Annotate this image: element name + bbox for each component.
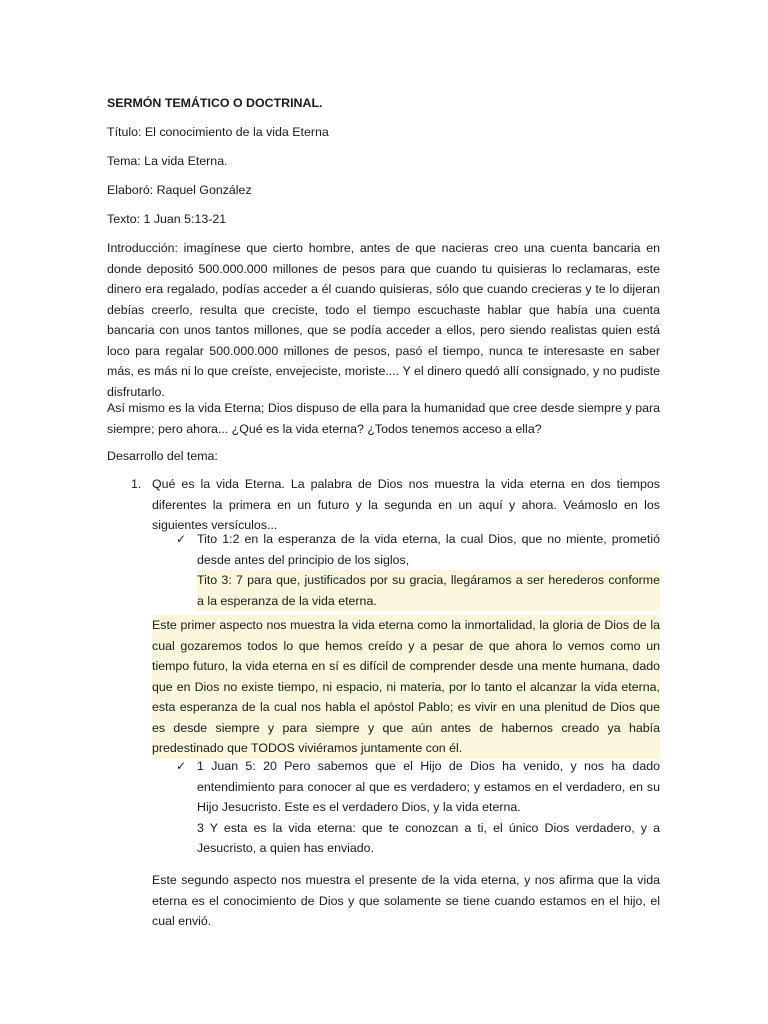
development-heading: Desarrollo del tema:	[107, 449, 218, 463]
tito-3-7-verse: Tito 3: 7 para que, justificados por su gracia, llegáramos a ser herederos conforme a la esperanza de la vida eterna.	[197, 570, 660, 611]
tito-verse-block	[197, 529, 660, 611]
juan-verse-block	[197, 756, 660, 859]
list-item-number: 1.	[131, 477, 142, 491]
introduction-paragraph: Introducción: imagínese que cierto hombre, antes de que nacieras creo una cuenta bancaria en donde depositó 500.000.000 millones de pesos para que cuando tu quisieras lo reclamaras, este dinero era regalado, podías acceder a él cuando quisieras, sólo que cuando crecieras y te lo dijeran debías creerlo, resulta que creciste, todo el tiempo escuchaste hablar que había una cuenta bancaria con unos tantos millones, que se podía acceder a ellos, pero siendo realistas quien está loco para regalar 500.000.000 millones de pesos, pasó el tiempo, nunca te interesaste en saber más, es más ni lo que creíste, envejeciste, moriste.... Y el dinero quedó allí consignado, y no pudiste disfrutarlo.	[107, 241, 660, 399]
title-line: Título: El conocimiento de la vida Eterna	[107, 125, 329, 139]
checkmark-icon: ✓	[176, 759, 187, 773]
tito-1-2-verse: Tito 1:2 en la esperanza de la vida eterna, la cual Dios, que no miente, prometió desde antes del principio de los siglos,	[197, 532, 660, 567]
juan-5-20-verse: 1 Juan 5: 20 Pero sabemos que el Hijo de Dios ha venido, y nos ha dado entendimiento para conocer al que es verdadero; y estamos en el verdadero, en su Hijo Jesucristo. Este es el verdadero Dios, y la vida eterna.	[197, 759, 660, 814]
checkmark-icon: ✓	[176, 532, 187, 546]
asi-mismo-paragraph: Así mismo es la vida Eterna; Dios dispuso de ella para la humanidad que cree desde siempre y para siempre; pero ahora... ¿Qué es la vida eterna? ¿Todos tenemos acceso a ella?	[107, 401, 660, 436]
list-item-1-text: Qué es la vida Eterna. La palabra de Dios nos muestra la vida eterna en dos tiempos diferentes la primera en un futuro y la segunda en un aquí y ahora. Veámoslo en los siguientes versículos...	[152, 477, 660, 532]
author-line: Elaboró: Raquel González	[107, 183, 252, 197]
first-aspect-paragraph: Este primer aspecto nos muestra la vida eterna como la inmortalidad, la gloria de Dios de la cual gozaremos todos lo que hemos creído y a pesar de que ahora lo vemos como un tiempo futuro, la vida eterna en sí es difícil de comprender desde una mente humana, dado que en Dios no existe tiempo, ni espacio, ni materia, por lo tanto el alcanzar la vida eterna, esta esperanza de la cual nos habla el apóstol Pablo; es vivir en una plenitud de Dios que es desde siempre y para siempre y que aún antes de habernos creado ya había predestinado que TODOS viviéramos juntamente con él.	[152, 615, 660, 759]
juan-3-verse: 3 Y esta es la vida eterna: que te conozcan a ti, el único Dios verdadero, y a Jesucristo, a quien has enviado.	[197, 820, 660, 855]
second-aspect-paragraph: Este segundo aspecto nos muestra el presente de la vida eterna, y nos afirma que la vida eterna es el conocimiento de Dios y que solamente se tiene cuando estamos en el hijo, el cual envió.	[152, 873, 660, 928]
document-heading: SERMÓN TEMÁTICO O DOCTRINAL.	[107, 96, 323, 110]
text-reference-line: Texto: 1 Juan 5:13-21	[107, 212, 227, 226]
theme-line: Tema: La vida Eterna.	[107, 154, 228, 168]
